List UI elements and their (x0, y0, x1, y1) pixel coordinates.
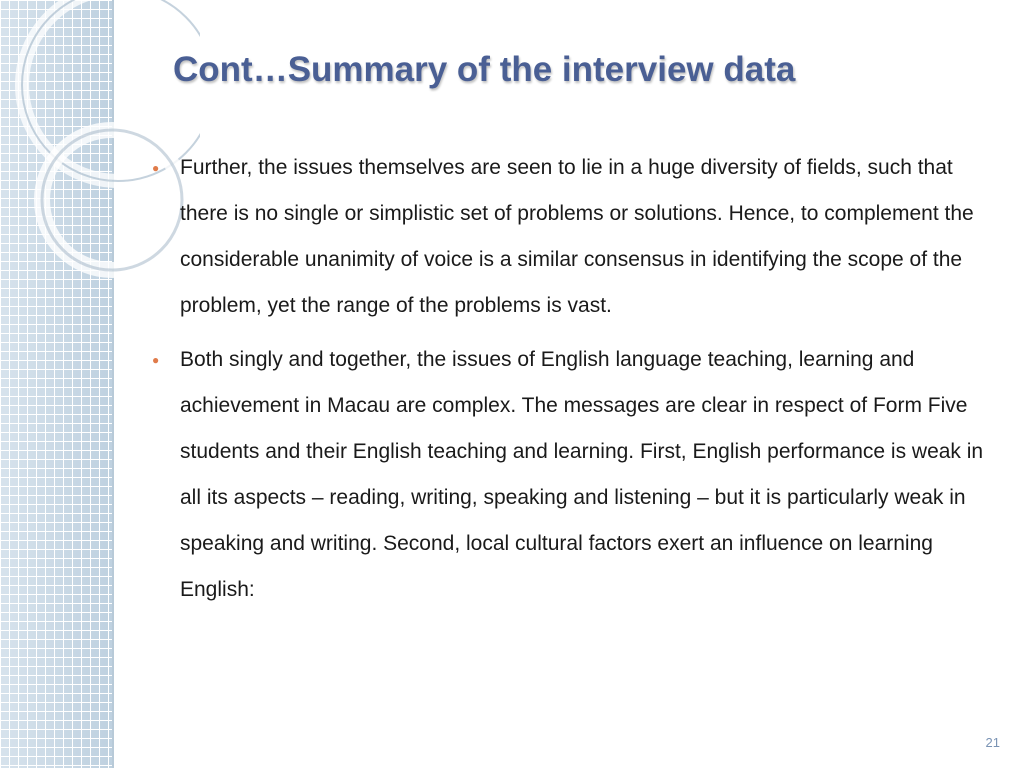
bullet-text: Both singly and together, the issues of English language teaching, learning and achievement in Macau are complex. The messages are clear in respect of Form Five students and their English teaching and learning. First, English performance is weak in all its aspects – reading, writing, speaking and listening – but it is particularly weak in speaking and writing. Second, local cultural factors exert an influence on learning English: (180, 348, 984, 601)
bullet-item (150, 145, 1000, 329)
bullet-item (150, 337, 1000, 613)
bullet-dot-icon: ● (152, 353, 160, 367)
bullet-text: Further, the issues themselves are seen to lie in a huge diversity of fields, such that there is no single or simplistic set of problems or solutions. Hence, to complement the considerable unanimity of voice is a similar consensus in identifying the scope of the problem, yet the range of the problems is vast. (180, 156, 974, 317)
bullet-list (150, 145, 1000, 621)
slide-title: Cont…Summary of the interview data (173, 50, 796, 89)
bullet-dot-icon: ● (152, 161, 160, 175)
page-number: 21 (985, 735, 1000, 750)
